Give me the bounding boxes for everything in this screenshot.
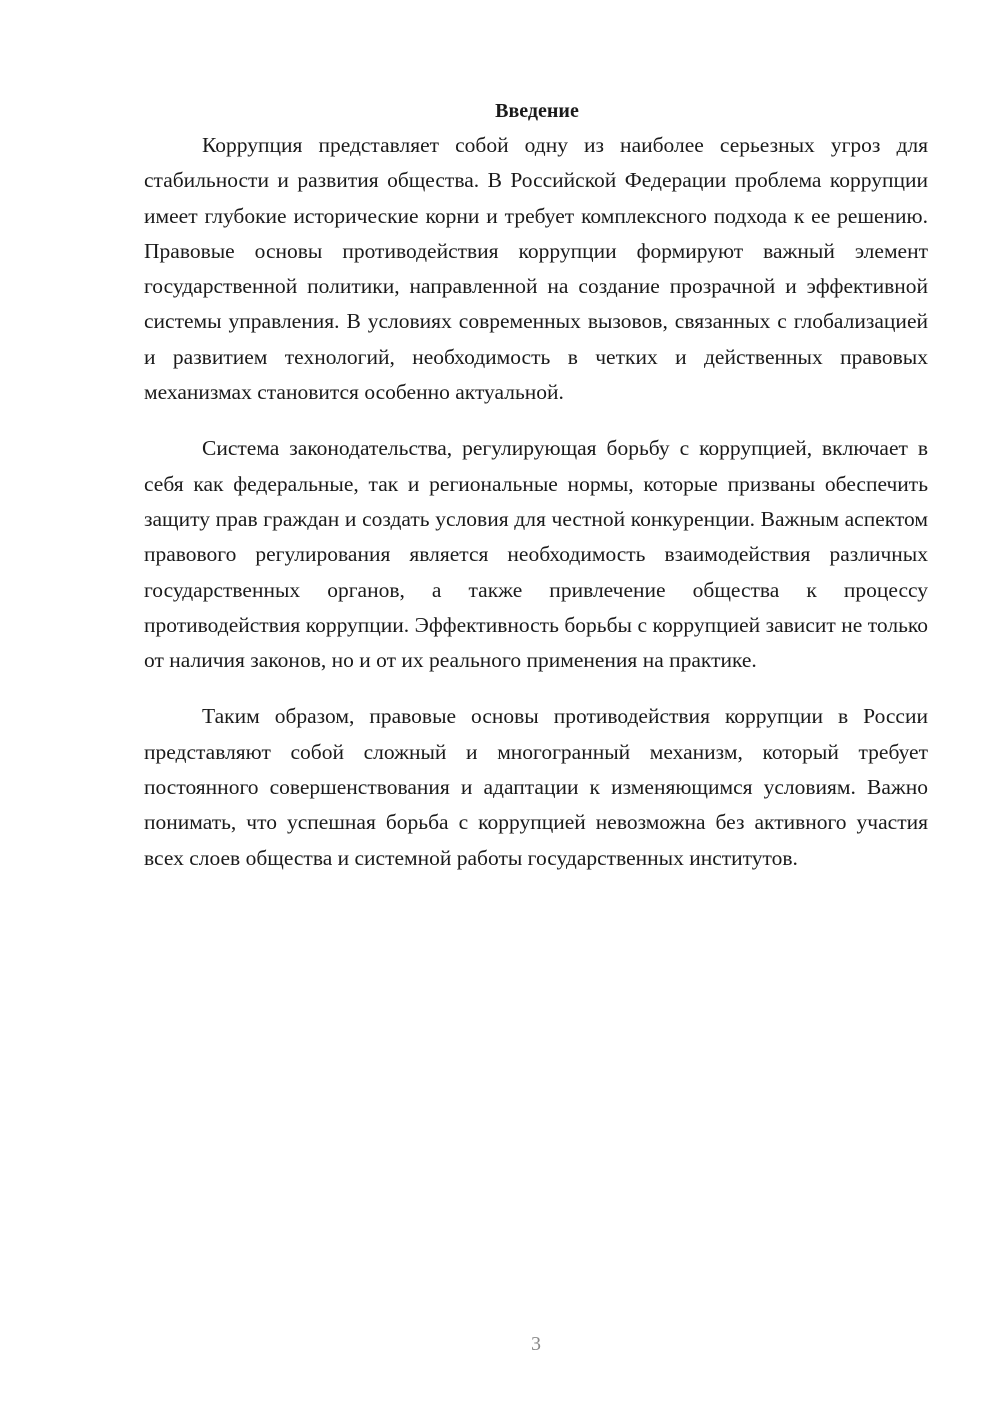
paragraph-1: Коррупция представляет собой одну из наиболее серьезных угроз для стабильности и развития общества. В Российской Федерации проблема коррупции имеет глубокие исторические корни и требует комплексного подхода к ее решению. Правовые основы противодействия коррупции формируют важный элемент государственной политики, направленной на создание прозрачной и эффективной системы управления. В условиях современных вызовов, связанных с глобализацией и развитием технологий, необходимость в четких и действенных правовых механизмах становится особенно актуальной. [144,133,928,405]
section-title: Введение [495,100,579,122]
paragraph-3: Таким образом, правовые основы противодействия коррупции в России представляют собой сложный и многогранный механизм, который требует постоянного совершенствования и адаптации к изменяющимся условиям. Важно понимать, что успешная борьба с коррупцией невозможна без активного участия всех слоев общества и системной работы государственных институтов. [144,704,928,870]
page-content [144,94,928,876]
paragraph-2: Система законодательства, регулирующая борьбу с коррупцией, включает в себя как федеральные, так и региональные нормы, которые призваны обеспечить защиту прав граждан и создать условия для честной конкуренции. Важным аспектом правового регулирования является необходимость взаимодействия различных государственных органов, а также привлечение общества к процессу противодействия коррупции. Эффективность борьбы с коррупцией зависит не только от наличия законов, но и от их реального применения на практике. [144,436,928,673]
page-number: 3 [531,1333,541,1355]
